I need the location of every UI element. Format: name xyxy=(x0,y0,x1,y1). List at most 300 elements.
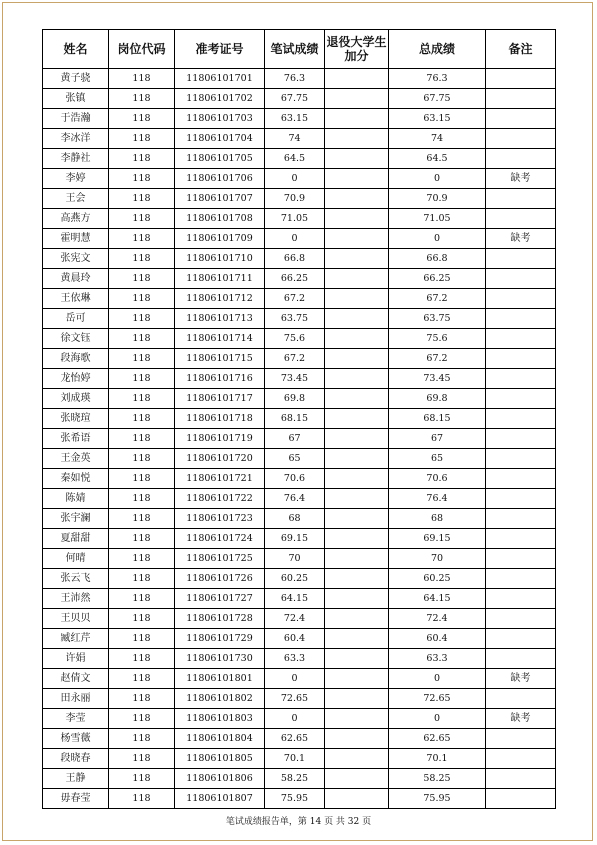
cell-written-score: 65 xyxy=(265,449,325,469)
cell-remark xyxy=(486,449,556,469)
cell-name: 王贝贝 xyxy=(43,609,109,629)
table-row xyxy=(43,749,556,769)
cell-name: 李冰洋 xyxy=(43,129,109,149)
cell-name: 王静 xyxy=(43,769,109,789)
cell-exam-id: 11806101709 xyxy=(175,229,265,249)
cell-remark xyxy=(486,689,556,709)
cell-written-score: 70.6 xyxy=(265,469,325,489)
cell-name: 夏甜甜 xyxy=(43,529,109,549)
cell-position-code: 118 xyxy=(109,149,175,169)
cell-written-score: 75.95 xyxy=(265,789,325,809)
cell-remark xyxy=(486,569,556,589)
cell-remark xyxy=(486,649,556,669)
cell-total-score: 0 xyxy=(389,709,486,729)
table-row xyxy=(43,329,556,349)
cell-veteran-bonus xyxy=(325,589,389,609)
cell-exam-id: 11806101727 xyxy=(175,589,265,609)
cell-name: 徐文钰 xyxy=(43,329,109,349)
cell-position-code: 118 xyxy=(109,569,175,589)
cell-veteran-bonus xyxy=(325,709,389,729)
cell-name: 臧红芹 xyxy=(43,629,109,649)
cell-exam-id: 11806101730 xyxy=(175,649,265,669)
cell-total-score: 68.15 xyxy=(389,409,486,429)
cell-remark xyxy=(486,109,556,129)
cell-total-score: 0 xyxy=(389,229,486,249)
table-header-row xyxy=(43,30,556,69)
cell-veteran-bonus xyxy=(325,249,389,269)
cell-position-code: 118 xyxy=(109,369,175,389)
cell-exam-id: 11806101702 xyxy=(175,89,265,109)
cell-exam-id: 11806101722 xyxy=(175,489,265,509)
table-row xyxy=(43,349,556,369)
cell-veteran-bonus xyxy=(325,349,389,369)
cell-veteran-bonus xyxy=(325,369,389,389)
cell-position-code: 118 xyxy=(109,749,175,769)
cell-veteran-bonus xyxy=(325,429,389,449)
cell-written-score: 72.65 xyxy=(265,689,325,709)
cell-written-score: 60.25 xyxy=(265,569,325,589)
cell-total-score: 60.4 xyxy=(389,629,486,649)
cell-name: 张云飞 xyxy=(43,569,109,589)
cell-position-code: 118 xyxy=(109,429,175,449)
table-row xyxy=(43,429,556,449)
cell-name: 张镇 xyxy=(43,89,109,109)
cell-written-score: 72.4 xyxy=(265,609,325,629)
cell-name: 毋春莹 xyxy=(43,789,109,809)
cell-position-code: 118 xyxy=(109,789,175,809)
header-written-score: 笔试成绩 xyxy=(265,30,325,69)
table-row xyxy=(43,449,556,469)
cell-written-score: 75.6 xyxy=(265,329,325,349)
cell-exam-id: 11806101713 xyxy=(175,309,265,329)
cell-total-score: 67.2 xyxy=(389,289,486,309)
cell-total-score: 70.6 xyxy=(389,469,486,489)
table-row xyxy=(43,229,556,249)
cell-exam-id: 11806101721 xyxy=(175,469,265,489)
cell-written-score: 0 xyxy=(265,669,325,689)
cell-written-score: 0 xyxy=(265,229,325,249)
cell-remark xyxy=(486,769,556,789)
table-row xyxy=(43,69,556,89)
cell-remark xyxy=(486,429,556,449)
table-row xyxy=(43,249,556,269)
cell-veteran-bonus xyxy=(325,129,389,149)
cell-remark xyxy=(486,289,556,309)
table-row xyxy=(43,669,556,689)
cell-veteran-bonus xyxy=(325,89,389,109)
table-row xyxy=(43,309,556,329)
cell-name: 段晓春 xyxy=(43,749,109,769)
cell-remark xyxy=(486,749,556,769)
cell-exam-id: 11806101804 xyxy=(175,729,265,749)
cell-written-score: 70 xyxy=(265,549,325,569)
cell-veteran-bonus xyxy=(325,309,389,329)
cell-total-score: 64.15 xyxy=(389,589,486,609)
cell-remark: 缺考 xyxy=(486,229,556,249)
table-row xyxy=(43,109,556,129)
cell-remark xyxy=(486,489,556,509)
cell-total-score: 66.25 xyxy=(389,269,486,289)
cell-written-score: 63.75 xyxy=(265,309,325,329)
cell-name: 李莹 xyxy=(43,709,109,729)
cell-veteran-bonus xyxy=(325,409,389,429)
cell-remark xyxy=(486,729,556,749)
cell-exam-id: 11806101807 xyxy=(175,789,265,809)
cell-position-code: 118 xyxy=(109,769,175,789)
cell-name: 刘成瑛 xyxy=(43,389,109,409)
cell-veteran-bonus xyxy=(325,789,389,809)
cell-remark xyxy=(486,309,556,329)
cell-name: 张希语 xyxy=(43,429,109,449)
cell-written-score: 76.4 xyxy=(265,489,325,509)
table-row xyxy=(43,209,556,229)
cell-written-score: 70.1 xyxy=(265,749,325,769)
cell-remark xyxy=(486,189,556,209)
table-row xyxy=(43,649,556,669)
cell-total-score: 63.15 xyxy=(389,109,486,129)
cell-veteran-bonus xyxy=(325,469,389,489)
cell-name: 张宇澜 xyxy=(43,509,109,529)
cell-position-code: 118 xyxy=(109,409,175,429)
cell-position-code: 118 xyxy=(109,129,175,149)
cell-position-code: 118 xyxy=(109,649,175,669)
cell-exam-id: 11806101716 xyxy=(175,369,265,389)
table-row xyxy=(43,469,556,489)
cell-position-code: 118 xyxy=(109,329,175,349)
cell-remark xyxy=(486,249,556,269)
header-remark: 备注 xyxy=(486,30,556,69)
cell-remark xyxy=(486,209,556,229)
cell-written-score: 63.15 xyxy=(265,109,325,129)
cell-remark xyxy=(486,369,556,389)
cell-veteran-bonus xyxy=(325,629,389,649)
cell-position-code: 118 xyxy=(109,169,175,189)
table-row xyxy=(43,189,556,209)
cell-position-code: 118 xyxy=(109,109,175,129)
table-row xyxy=(43,709,556,729)
cell-total-score: 60.25 xyxy=(389,569,486,589)
cell-remark xyxy=(486,69,556,89)
cell-total-score: 0 xyxy=(389,169,486,189)
cell-position-code: 118 xyxy=(109,689,175,709)
cell-name: 黄晨玲 xyxy=(43,269,109,289)
cell-total-score: 72.4 xyxy=(389,609,486,629)
cell-remark xyxy=(486,89,556,109)
cell-name: 李静社 xyxy=(43,149,109,169)
cell-total-score: 67 xyxy=(389,429,486,449)
cell-written-score: 58.25 xyxy=(265,769,325,789)
cell-total-score: 64.5 xyxy=(389,149,486,169)
header-name: 姓名 xyxy=(43,30,109,69)
cell-position-code: 118 xyxy=(109,609,175,629)
cell-position-code: 118 xyxy=(109,529,175,549)
cell-name: 赵倩文 xyxy=(43,669,109,689)
cell-position-code: 118 xyxy=(109,389,175,409)
cell-name: 王依琳 xyxy=(43,289,109,309)
cell-remark xyxy=(486,409,556,429)
cell-exam-id: 11806101805 xyxy=(175,749,265,769)
cell-written-score: 67.75 xyxy=(265,89,325,109)
cell-written-score: 0 xyxy=(265,169,325,189)
cell-total-score: 68 xyxy=(389,509,486,529)
cell-exam-id: 11806101725 xyxy=(175,549,265,569)
cell-name: 岳可 xyxy=(43,309,109,329)
cell-remark: 缺考 xyxy=(486,669,556,689)
cell-remark xyxy=(486,129,556,149)
cell-written-score: 62.65 xyxy=(265,729,325,749)
cell-exam-id: 11806101718 xyxy=(175,409,265,429)
cell-position-code: 118 xyxy=(109,589,175,609)
cell-exam-id: 11806101710 xyxy=(175,249,265,269)
header-exam-id: 准考证号 xyxy=(175,30,265,69)
table-row xyxy=(43,489,556,509)
cell-remark xyxy=(486,509,556,529)
cell-veteran-bonus xyxy=(325,549,389,569)
cell-veteran-bonus xyxy=(325,649,389,669)
cell-position-code: 118 xyxy=(109,249,175,269)
cell-written-score: 69.8 xyxy=(265,389,325,409)
cell-veteran-bonus xyxy=(325,489,389,509)
cell-exam-id: 11806101707 xyxy=(175,189,265,209)
cell-position-code: 118 xyxy=(109,189,175,209)
cell-remark xyxy=(486,349,556,369)
table-row xyxy=(43,509,556,529)
cell-exam-id: 11806101712 xyxy=(175,289,265,309)
cell-remark: 缺考 xyxy=(486,709,556,729)
cell-veteran-bonus xyxy=(325,169,389,189)
cell-total-score: 63.75 xyxy=(389,309,486,329)
header-position-code: 岗位代码 xyxy=(109,30,175,69)
cell-exam-id: 11806101701 xyxy=(175,69,265,89)
cell-veteran-bonus xyxy=(325,269,389,289)
cell-total-score: 75.95 xyxy=(389,789,486,809)
cell-name: 杨雪薇 xyxy=(43,729,109,749)
cell-position-code: 118 xyxy=(109,89,175,109)
cell-veteran-bonus xyxy=(325,329,389,349)
cell-written-score: 74 xyxy=(265,129,325,149)
cell-position-code: 118 xyxy=(109,349,175,369)
cell-written-score: 66.25 xyxy=(265,269,325,289)
cell-veteran-bonus xyxy=(325,449,389,469)
cell-name: 秦如悦 xyxy=(43,469,109,489)
cell-name: 龙怡婷 xyxy=(43,369,109,389)
page-footer: 笔试成绩报告单，第 14 页 共 32 页 xyxy=(225,817,372,827)
cell-veteran-bonus xyxy=(325,669,389,689)
cell-total-score: 76.4 xyxy=(389,489,486,509)
cell-remark xyxy=(486,529,556,549)
cell-exam-id: 11806101806 xyxy=(175,769,265,789)
cell-position-code: 118 xyxy=(109,509,175,529)
cell-exam-id: 11806101708 xyxy=(175,209,265,229)
table-row xyxy=(43,769,556,789)
cell-name: 许娟 xyxy=(43,649,109,669)
cell-veteran-bonus xyxy=(325,389,389,409)
cell-remark xyxy=(486,269,556,289)
table-row xyxy=(43,89,556,109)
cell-total-score: 69.8 xyxy=(389,389,486,409)
cell-remark: 缺考 xyxy=(486,169,556,189)
cell-veteran-bonus xyxy=(325,209,389,229)
cell-position-code: 118 xyxy=(109,209,175,229)
cell-exam-id: 11806101723 xyxy=(175,509,265,529)
cell-written-score: 60.4 xyxy=(265,629,325,649)
cell-veteran-bonus xyxy=(325,229,389,249)
cell-total-score: 67.2 xyxy=(389,349,486,369)
cell-name: 黄子骁 xyxy=(43,69,109,89)
cell-written-score: 68 xyxy=(265,509,325,529)
cell-position-code: 118 xyxy=(109,669,175,689)
cell-total-score: 70.9 xyxy=(389,189,486,209)
cell-written-score: 69.15 xyxy=(265,529,325,549)
cell-position-code: 118 xyxy=(109,629,175,649)
cell-name: 段海歌 xyxy=(43,349,109,369)
cell-veteran-bonus xyxy=(325,729,389,749)
cell-total-score: 76.3 xyxy=(389,69,486,89)
cell-position-code: 118 xyxy=(109,69,175,89)
cell-position-code: 118 xyxy=(109,229,175,249)
cell-veteran-bonus xyxy=(325,529,389,549)
cell-veteran-bonus xyxy=(325,689,389,709)
cell-veteran-bonus xyxy=(325,609,389,629)
cell-veteran-bonus xyxy=(325,289,389,309)
cell-remark xyxy=(486,549,556,569)
cell-exam-id: 11806101715 xyxy=(175,349,265,369)
cell-position-code: 118 xyxy=(109,549,175,569)
cell-exam-id: 11806101717 xyxy=(175,389,265,409)
cell-remark xyxy=(486,329,556,349)
cell-total-score: 67.75 xyxy=(389,89,486,109)
cell-exam-id: 11806101728 xyxy=(175,609,265,629)
cell-total-score: 58.25 xyxy=(389,769,486,789)
cell-remark xyxy=(486,389,556,409)
cell-name: 张宪文 xyxy=(43,249,109,269)
table-row xyxy=(43,149,556,169)
cell-written-score: 73.45 xyxy=(265,369,325,389)
cell-position-code: 118 xyxy=(109,309,175,329)
cell-veteran-bonus xyxy=(325,109,389,129)
cell-written-score: 64.5 xyxy=(265,149,325,169)
cell-name: 何晴 xyxy=(43,549,109,569)
cell-name: 高燕方 xyxy=(43,209,109,229)
cell-remark xyxy=(486,469,556,489)
table-row xyxy=(43,549,556,569)
table-row xyxy=(43,569,556,589)
cell-exam-id: 11806101726 xyxy=(175,569,265,589)
table-row xyxy=(43,529,556,549)
cell-written-score: 66.8 xyxy=(265,249,325,269)
cell-position-code: 118 xyxy=(109,709,175,729)
cell-written-score: 67.2 xyxy=(265,289,325,309)
cell-exam-id: 11806101803 xyxy=(175,709,265,729)
cell-exam-id: 11806101705 xyxy=(175,149,265,169)
cell-written-score: 68.15 xyxy=(265,409,325,429)
cell-total-score: 74 xyxy=(389,129,486,149)
cell-written-score: 70.9 xyxy=(265,189,325,209)
cell-exam-id: 11806101703 xyxy=(175,109,265,129)
cell-remark xyxy=(486,589,556,609)
cell-name: 王会 xyxy=(43,189,109,209)
cell-name: 王金英 xyxy=(43,449,109,469)
score-table xyxy=(42,29,556,809)
cell-veteran-bonus xyxy=(325,769,389,789)
cell-exam-id: 11806101704 xyxy=(175,129,265,149)
cell-position-code: 118 xyxy=(109,729,175,749)
cell-veteran-bonus xyxy=(325,189,389,209)
cell-exam-id: 11806101720 xyxy=(175,449,265,469)
cell-written-score: 71.05 xyxy=(265,209,325,229)
cell-veteran-bonus xyxy=(325,149,389,169)
table-row xyxy=(43,729,556,749)
table-row xyxy=(43,589,556,609)
cell-position-code: 118 xyxy=(109,269,175,289)
cell-remark xyxy=(486,629,556,649)
cell-remark xyxy=(486,149,556,169)
table-row xyxy=(43,289,556,309)
cell-written-score: 67 xyxy=(265,429,325,449)
cell-name: 霍明慧 xyxy=(43,229,109,249)
cell-remark xyxy=(486,789,556,809)
cell-total-score: 63.3 xyxy=(389,649,486,669)
cell-written-score: 64.15 xyxy=(265,589,325,609)
cell-total-score: 62.65 xyxy=(389,729,486,749)
cell-total-score: 65 xyxy=(389,449,486,469)
cell-position-code: 118 xyxy=(109,469,175,489)
cell-exam-id: 11806101802 xyxy=(175,689,265,709)
cell-veteran-bonus xyxy=(325,749,389,769)
cell-total-score: 71.05 xyxy=(389,209,486,229)
cell-total-score: 0 xyxy=(389,669,486,689)
cell-name: 田永丽 xyxy=(43,689,109,709)
table-row xyxy=(43,389,556,409)
cell-exam-id: 11806101706 xyxy=(175,169,265,189)
cell-total-score: 75.6 xyxy=(389,329,486,349)
table-row xyxy=(43,169,556,189)
cell-name: 张晓瑄 xyxy=(43,409,109,429)
cell-total-score: 66.8 xyxy=(389,249,486,269)
cell-remark xyxy=(486,609,556,629)
table-row xyxy=(43,629,556,649)
cell-exam-id: 11806101729 xyxy=(175,629,265,649)
cell-veteran-bonus xyxy=(325,509,389,529)
cell-written-score: 76.3 xyxy=(265,69,325,89)
cell-total-score: 70.1 xyxy=(389,749,486,769)
cell-exam-id: 11806101724 xyxy=(175,529,265,549)
cell-total-score: 70 xyxy=(389,549,486,569)
cell-total-score: 73.45 xyxy=(389,369,486,389)
cell-total-score: 72.65 xyxy=(389,689,486,709)
cell-name: 王沛然 xyxy=(43,589,109,609)
cell-written-score: 63.3 xyxy=(265,649,325,669)
table-row xyxy=(43,409,556,429)
cell-exam-id: 11806101711 xyxy=(175,269,265,289)
cell-exam-id: 11806101719 xyxy=(175,429,265,449)
cell-name: 李婷 xyxy=(43,169,109,189)
table-row xyxy=(43,689,556,709)
cell-exam-id: 11806101714 xyxy=(175,329,265,349)
cell-name: 于浩瀚 xyxy=(43,109,109,129)
cell-total-score: 69.15 xyxy=(389,529,486,549)
table-row xyxy=(43,129,556,149)
header-total-score: 总成绩 xyxy=(389,30,486,69)
cell-veteran-bonus xyxy=(325,69,389,89)
cell-written-score: 0 xyxy=(265,709,325,729)
header-veteran-bonus: 退役大学生加分 xyxy=(325,30,389,69)
cell-name: 陈婧 xyxy=(43,489,109,509)
table-row xyxy=(43,609,556,629)
cell-exam-id: 11806101801 xyxy=(175,669,265,689)
cell-veteran-bonus xyxy=(325,569,389,589)
cell-position-code: 118 xyxy=(109,489,175,509)
